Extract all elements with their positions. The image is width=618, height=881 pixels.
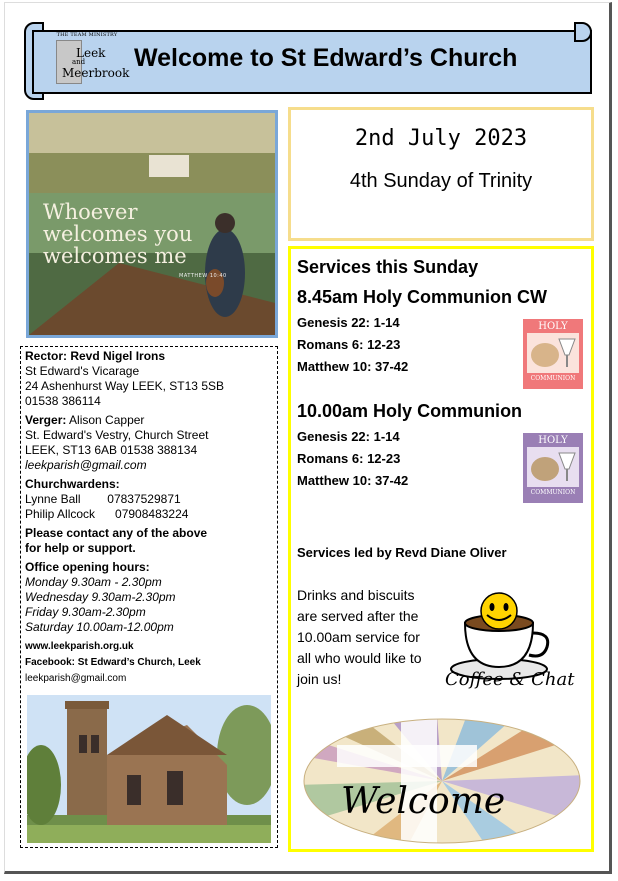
- hero-painting: [26, 110, 278, 338]
- service2-reading: Romans 6: 12-23: [297, 451, 401, 466]
- service1-title: 8.45am Holy Communion CW: [297, 287, 548, 307]
- icon-label-top: HOLY: [538, 321, 568, 332]
- page-title: Welcome to St Edward’s Church: [134, 44, 518, 72]
- logo-word-and: and: [72, 58, 86, 66]
- email-link[interactable]: leekparish@gmail.com: [25, 673, 127, 684]
- verger-email[interactable]: leekparish@gmail.com: [25, 458, 147, 472]
- icon-label-top: HOLY: [538, 435, 568, 446]
- hero-reference: MATTHEW 10:40: [179, 273, 227, 279]
- facebook-link[interactable]: Facebook: St Edward’s Church, Leek: [25, 657, 201, 668]
- service2-title: 10.00am Holy Communion: [297, 401, 523, 421]
- verger-address: LEEK, ST13 6AB 01538 388134: [25, 443, 198, 457]
- hero-quote: [43, 201, 192, 267]
- office-hours-entry: Wednesday 9.30am-2.30pm: [25, 590, 176, 604]
- liturgical-sunday: 4th Sunday of Trinity: [349, 170, 533, 192]
- contact-note: Please contact any of the above: [25, 526, 208, 540]
- icon-label-bottom: COMMUNION: [530, 375, 576, 382]
- verger-label: Verger:: [25, 413, 67, 427]
- rector-label: Rector: Revd Nigel Irons: [25, 349, 166, 363]
- website-link[interactable]: www.leekparish.org.uk: [25, 641, 134, 652]
- header-banner: [24, 22, 592, 100]
- service1-reading: Matthew 10: 37-42: [297, 359, 409, 374]
- logo-caption: THE TEAM MINISTRY: [56, 32, 118, 38]
- churchwarden-entry: Philip Allcock 07908483224: [25, 507, 189, 521]
- refreshments-note: Drinks and biscuits are served after the 10.00am service for all who would like to join us!: [297, 587, 422, 687]
- verger-name: Alison Capper: [66, 413, 145, 427]
- logo-word-leek: Leek: [76, 46, 106, 60]
- contact-note: for help or support.: [25, 541, 136, 555]
- icon-label-bottom: COMMUNION: [530, 489, 576, 496]
- rector-address: 24 Ashenhurst Way LEEK, ST13 5SB: [25, 379, 224, 393]
- churchwardens-label: Churchwardens:: [25, 477, 120, 491]
- service-date: 2nd July 2023: [354, 126, 528, 151]
- office-hours-entry: Saturday 10.00am-12.00pm: [25, 620, 174, 634]
- verger-address: St. Edward's Vestry, Church Street: [25, 428, 209, 442]
- verger-line: [25, 413, 275, 428]
- service1-reading: Genesis 22: 1-14: [297, 315, 400, 330]
- service1-reading: Romans 6: 12-23: [297, 337, 401, 352]
- contact-info-box: [20, 346, 278, 848]
- contact-info: [25, 349, 275, 687]
- date-box: [288, 107, 594, 241]
- coffee-chat-label: Coffee & Chat: [445, 669, 575, 690]
- office-hours-entry: Friday 9.30am-2.30pm: [25, 605, 146, 619]
- hero-quote-line: welcomes me: [43, 244, 187, 268]
- services-heading: Services this Sunday: [297, 257, 479, 277]
- hero-quote-line: Whoever: [43, 200, 138, 224]
- services-box: [288, 246, 594, 852]
- office-hours-entry: Monday 9.30am - 2.30pm: [25, 575, 162, 589]
- logo-word-meerbrook: Meerbrook: [62, 66, 130, 80]
- rector-phone: 01538 386114: [25, 394, 101, 408]
- services-leader: Services led by Revd Diane Oliver: [297, 545, 507, 560]
- churchwarden-entry: Lynne Ball 07837529871: [25, 492, 181, 506]
- hero-quote-line: welcomes you: [43, 222, 193, 246]
- service2-reading: Matthew 10: 37-42: [297, 473, 409, 488]
- rector-address: St Edward's Vicarage: [25, 364, 140, 378]
- welcome-label: Welcome: [341, 781, 506, 822]
- church-photo: [27, 695, 271, 843]
- office-hours-label: Office opening hours:: [25, 560, 150, 574]
- team-ministry-logo: [46, 32, 128, 92]
- service2-reading: Genesis 22: 1-14: [297, 429, 400, 444]
